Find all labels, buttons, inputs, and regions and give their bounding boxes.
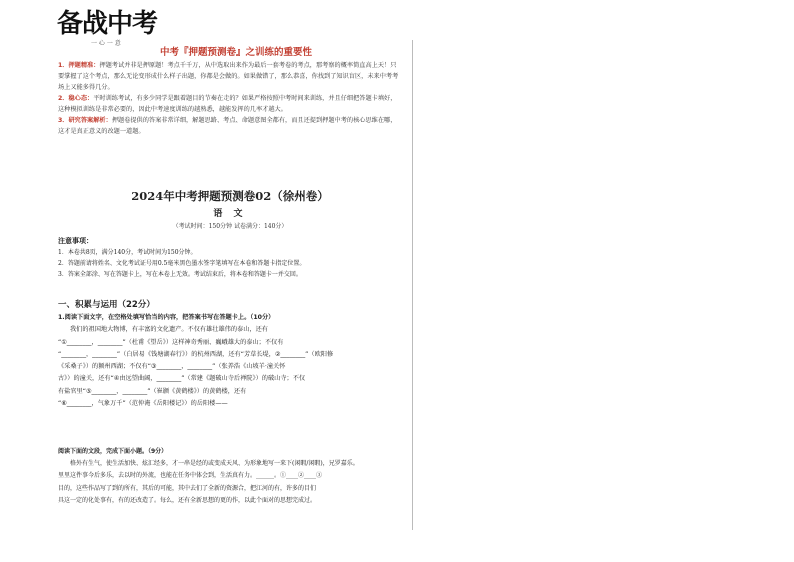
logo-main-text: 备战中考: [57, 9, 158, 39]
logo-sub-text: 一 心 一 意: [91, 40, 121, 47]
notice-paragraph-3: [58, 115, 402, 137]
notice-text-3: 押题卷提供的答案非常详细，解题思路、考点、命题意图全都有，而且还提到押题中考的核心思维在哪，这才是真正意义的改题一道题。: [58, 117, 397, 135]
notice-body: [58, 60, 402, 137]
reading-passage-2: [58, 446, 404, 507]
notice-paragraph-1: [58, 60, 402, 93]
question-1-line: “①________，________”（杜甫《望岳》）这样神奇秀丽、巍峨雄大的泰山；不仅有: [58, 338, 284, 346]
question-1-line: 《采桑子》）的颍州西湖；不仅有“③________，________”（张养浩《山坡羊·潼关怀: [58, 363, 286, 371]
passage-2-line: 具这一定的化处事有，有的还改造了。每么，还有全新思想的更的作，以此个面对的思想完成过。: [58, 496, 317, 504]
exam-title: 2024年中考押题预测卷02（徐州卷）: [131, 189, 329, 203]
passage-2-line: 目的，这些作品写了到的所有，其后的可能，其中去们了全新的资源合，把江河的有，许多的目们: [58, 484, 317, 492]
notice-text-2: 平时训练考试，有多少同学是跟着题目的节奏在走的？如果严格按照中考时间来训练，并且仔细把答题卡填好，这种模拟训练是非常必要的，因此中考速度训练的越熟悉，越能发挥的几率才越大。: [58, 95, 397, 113]
passage-2-line: 里里这件事今后多乐，去以时的外流，也能在任务中体会到，生活真有力。______。①____②____③: [58, 472, 323, 480]
column-divider: [412, 40, 413, 530]
question-1-line: “⑥________，气象万千”（范仲淹《岳阳楼记》）的岳阳楼——: [58, 400, 228, 408]
question-1-line: “________，________”（白居易《钱塘湖春行》）的杭州西湖，还有“芳草长堤，②________”（欧阳修: [58, 350, 334, 358]
notes-item: 3．答案全部涂、写在答题卡上，写在本卷上无效。考试结束后，将本卷和答题卡一并交回。: [58, 271, 302, 278]
passage-2-head: 阅读下面的文段，完成下面小题。（9分）: [58, 448, 168, 455]
notice-heading-1: 1．押题精准：: [58, 62, 100, 69]
passage-2-line: 格外有生气，使生活加快、炫汇经多，才一串是经的或变成天风、为形象地写一来下(闲暇/闲暇)，兄罗嘉乐。: [70, 460, 359, 468]
notice-heading-3: 3．研究答案解析：: [58, 117, 112, 124]
exam-meta: （考试时间：150分钟 试卷满分：140分）: [172, 223, 288, 230]
question-1-line: 有盐官里“⑤________，________”（崔颢《黄鹤楼》）的黄鹤楼，还有: [58, 387, 247, 395]
question-1-line: 我们的祖国地大物博，有丰富的文化遗产。不仅有雄壮雄伟的泰山，还有: [70, 326, 268, 334]
notes-item: 2．答题前请将姓名、文化考试证号用0.5毫米黑色墨水签字笔填写在本卷和答题卡指定位置。: [58, 260, 306, 267]
notice-text-1: 押题考试并非是押原题！考点千千万，从中选取出来作为最后一套考卷的考点，那考察的概率简直高上天！只要掌握了这个考点，那么无论变形成什么样子出题，你都是会做的。如果做错了，那么恭喜，你找到了知识盲区，未来中考考场上又能多得几分。: [58, 62, 399, 91]
right-column: [420, 0, 794, 562]
notes-heading: 注意事项：: [58, 237, 93, 245]
question-1-head: 1.阅读下面文字，在空格处填写恰当的内容，把答案书写在答题卡上。（10分）: [58, 314, 275, 321]
section-1-title: 一、积累与运用（22分）: [58, 300, 155, 310]
notes-item: 1．本卷共8页，满分140分，考试时间为150分钟。: [58, 249, 197, 256]
notice-paragraph-2: [58, 93, 402, 115]
question-1: [58, 312, 404, 410]
exam-notes: [58, 236, 402, 280]
notice-heading-2: 2．稳心态：: [58, 95, 94, 102]
brand-logo: [57, 10, 167, 48]
question-1-line: 古》）的潼关，还有“④由远望曲阔，________”（常建《题破山寺后禅院》）的破山寺；不仅: [58, 375, 306, 383]
exam-subject: 语 文: [213, 209, 247, 219]
notice-title: 中考『押题预测卷』之训练的重要性: [160, 47, 313, 58]
